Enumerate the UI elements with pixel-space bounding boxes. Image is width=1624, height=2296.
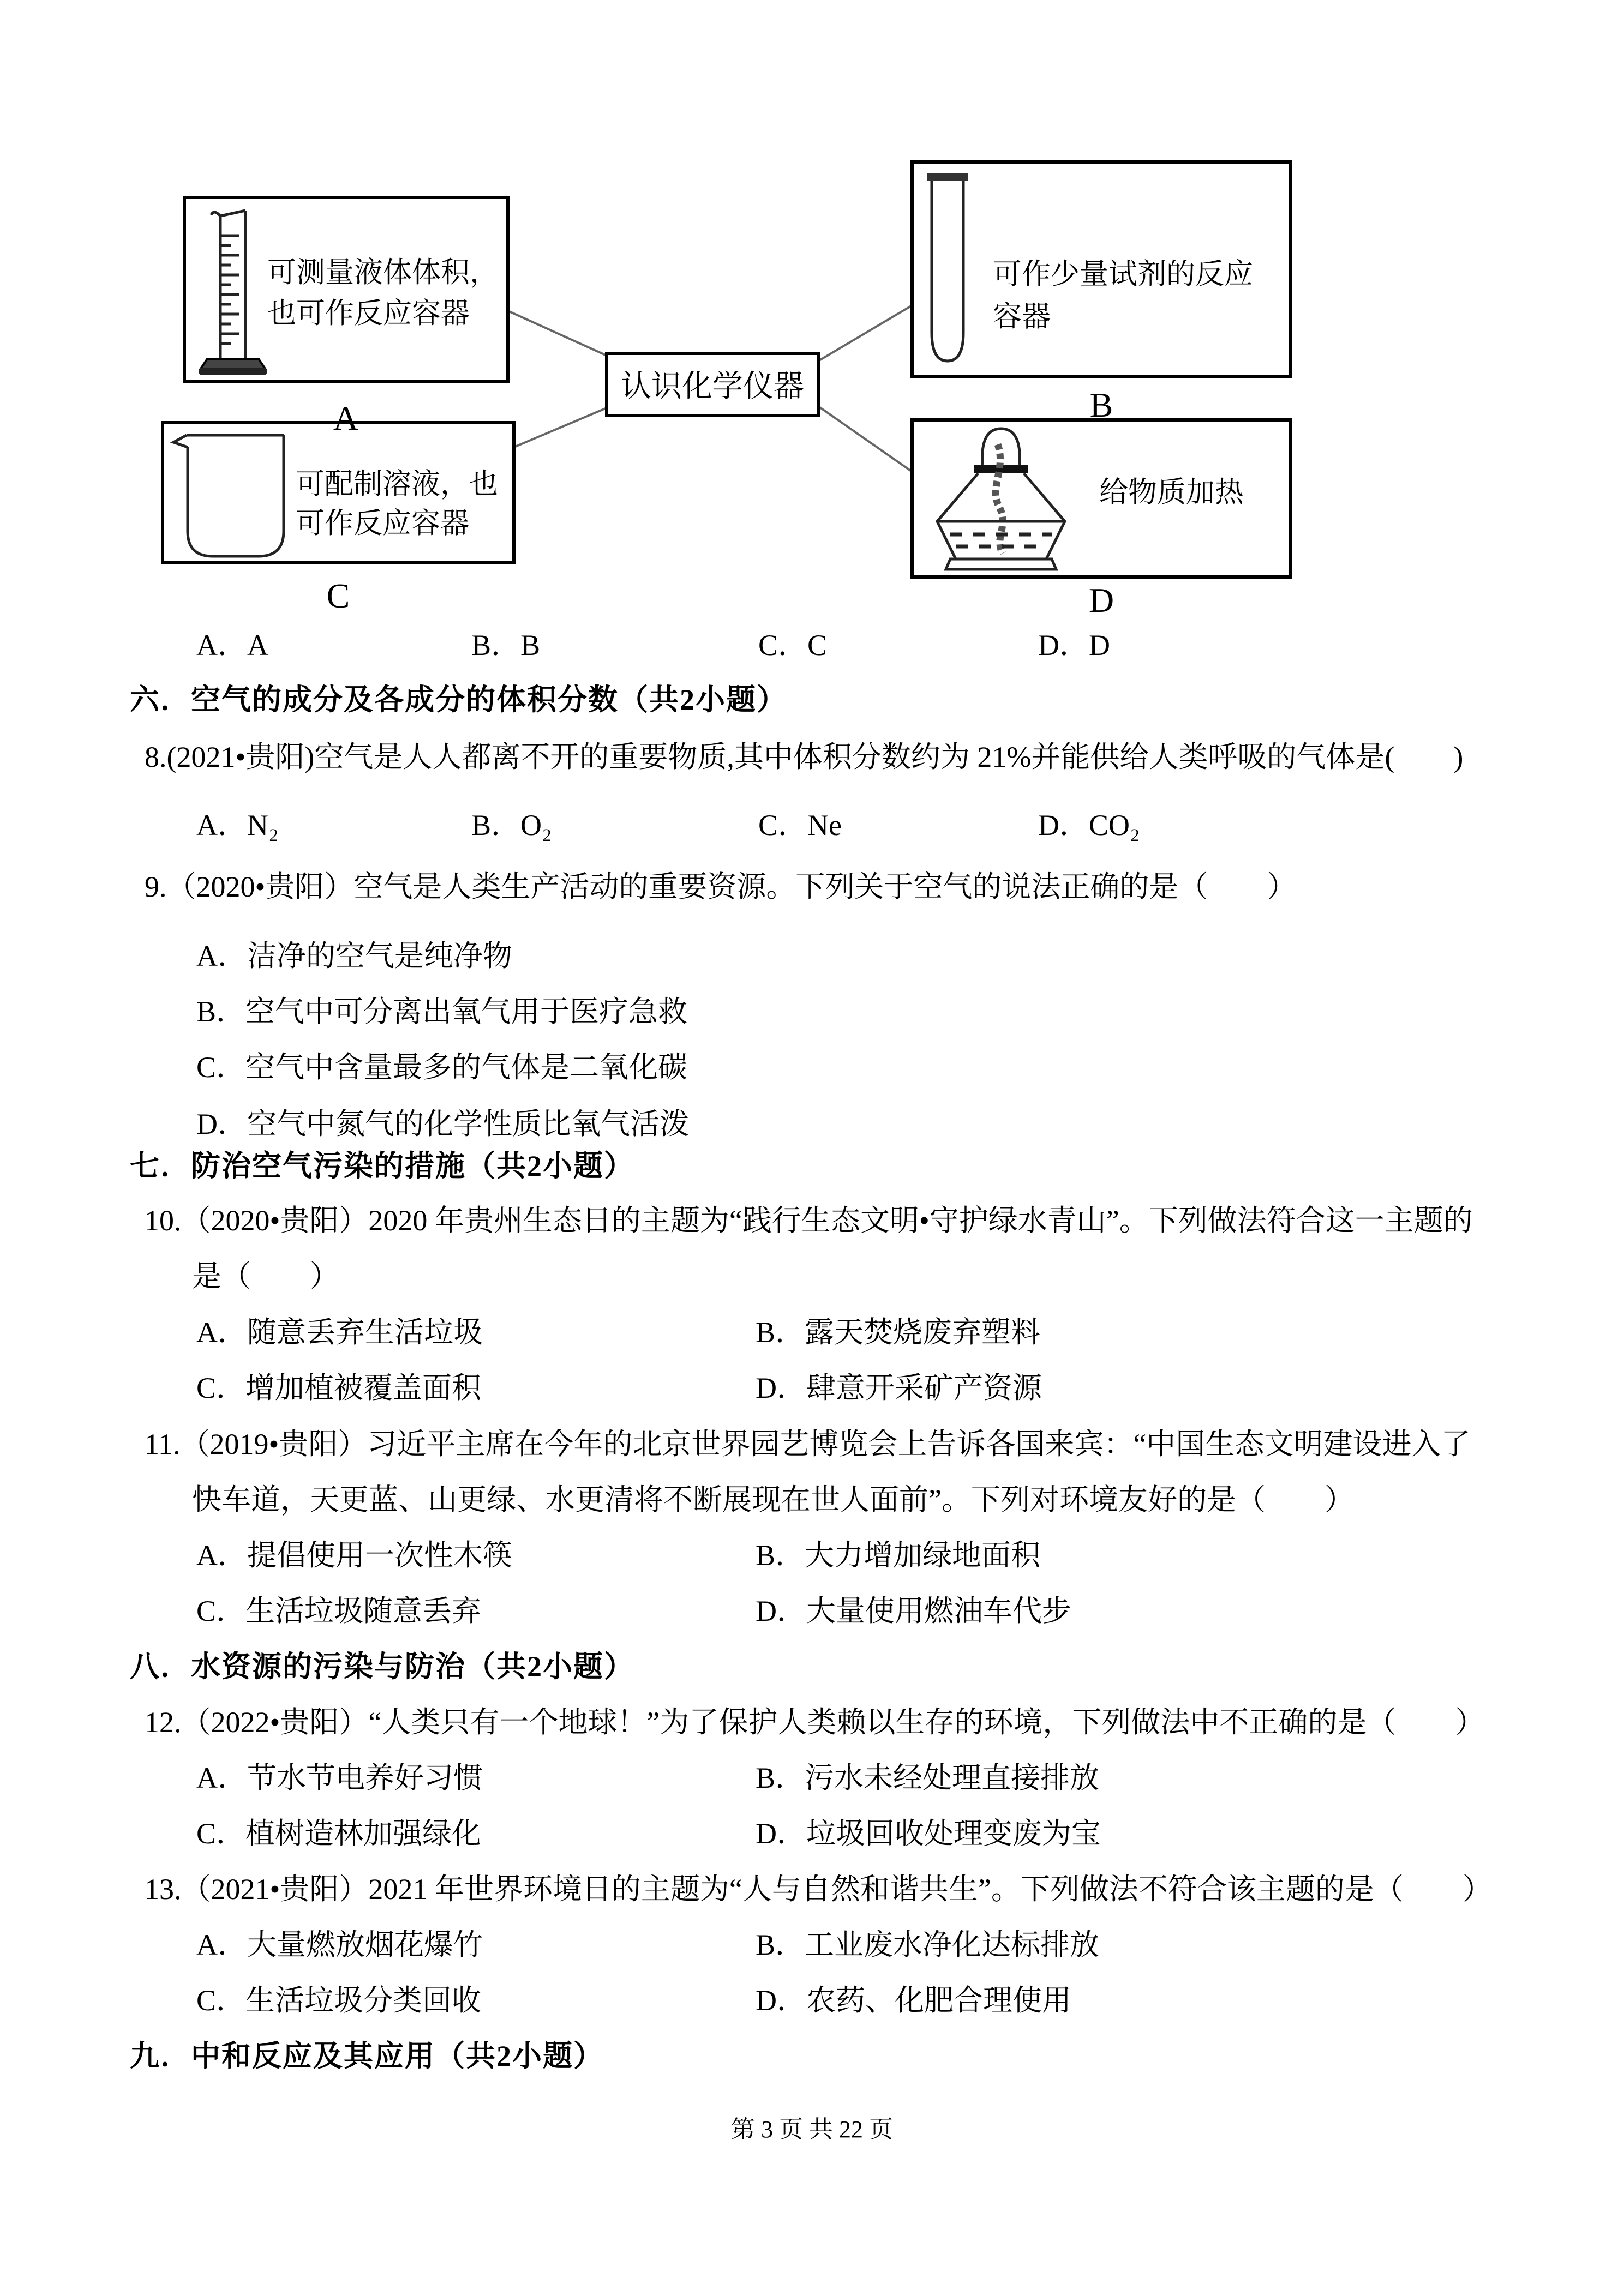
question-8-option-c: C．Ne xyxy=(758,809,842,842)
box-a-caption-line1: 可测量液体体积， xyxy=(267,257,499,288)
question-8-option-b: B．O₂ xyxy=(471,809,552,842)
box-d-caption: 给物质加热 xyxy=(1099,477,1244,508)
q7-option-c: C．C xyxy=(758,629,828,662)
question-12-option-d: D．垃圾回收处理变废为宝 xyxy=(756,1817,1101,1850)
test-tube-icon xyxy=(927,173,968,361)
page-footer: 第 3 页 共 22 页 xyxy=(731,2116,893,2143)
question-11-text-line1: 11.（2019•贵阳）习近平主席在今年的北京世界园艺博览会上告诉各国来宾：“中国生态文明建设进入了 xyxy=(145,1428,1471,1460)
question-8-option-a: A．N₂ xyxy=(196,809,279,842)
q7-option-a: A．A xyxy=(196,629,268,662)
question-12-option-c: C．植树造林加强绿化 xyxy=(196,1817,482,1850)
section-heading-nine: 九．中和反应及其应用（共2小题） xyxy=(130,2040,604,2072)
graduated-cylinder-icon xyxy=(199,211,267,375)
question-9-option-a: A．洁净的空气是纯净物 xyxy=(196,940,512,972)
connector-center-c xyxy=(514,408,607,447)
question-8-option-d: D．CO₂ xyxy=(1038,809,1140,842)
q7-option-d: D．D xyxy=(1038,629,1110,662)
section-heading-six: 六．空气的成分及各成分的体积分数（共2小题） xyxy=(130,683,787,716)
question-9-option-d: D．空气中氮气的化学性质比氧气活泼 xyxy=(196,1108,689,1140)
connector-a-center xyxy=(508,311,607,356)
question-11-option-c: C．生活垃圾随意丢弃 xyxy=(196,1595,482,1627)
box-b-letter: B xyxy=(1089,386,1113,424)
beaker-icon xyxy=(173,435,284,556)
box-d-letter: D xyxy=(1088,581,1114,620)
question-10-text-line1: 10.（2020•贵阳）2020 年贵州生态日的主题为“践行生态文明•守护绿水青山”。下列做法符合这一主题的 xyxy=(145,1204,1473,1237)
alcohol-lamp-icon xyxy=(937,429,1065,569)
question-11-option-b: B．大力增加绿地面积 xyxy=(756,1539,1041,1572)
section-heading-seven: 七．防治空气污染的措施（共2小题） xyxy=(130,1150,634,1182)
center-box-label: 认识化学仪器 xyxy=(621,370,804,404)
connector-center-d xyxy=(818,406,912,472)
question-11-option-a: A．提倡使用一次性木筷 xyxy=(196,1539,512,1572)
question-12-option-b: B．污水未经处理直接排放 xyxy=(756,1762,1100,1794)
box-b-caption-line2: 容器 xyxy=(993,301,1051,333)
box-c-caption-line2: 可作反应容器 xyxy=(296,508,469,539)
connector-center-b xyxy=(818,305,912,361)
question-10-option-b: B．露天焚烧废弃塑料 xyxy=(756,1316,1041,1349)
box-c-letter: C xyxy=(326,576,350,615)
question-13-text: 13.（2021•贵阳）2021 年世界环境日的主题为“人与自然和谐共生”。下列做法不符合该主题的是（ ） xyxy=(145,1873,1492,1906)
question-11-option-d: D．大量使用燃油车代步 xyxy=(756,1595,1071,1627)
box-a-caption-line2: 也可作反应容器 xyxy=(267,298,470,329)
question-12-option-a: A．节水节电养好习惯 xyxy=(196,1762,483,1794)
question-9-option-c: C．空气中含量最多的气体是二氧化碳 xyxy=(196,1051,688,1084)
question-13-option-b: B．工业废水净化达标排放 xyxy=(756,1928,1100,1961)
question-11-text-line2: 快车道，天更蓝、山更绿、水更清将不断展现在世人面前”。下列对环境友好的是（ ） xyxy=(192,1483,1354,1516)
box-b-caption-line1: 可作少量试剂的反应 xyxy=(993,259,1253,290)
box-a-letter: A xyxy=(333,399,359,437)
question-13-option-a: A．大量燃放烟花爆竹 xyxy=(196,1928,483,1961)
box-c-caption-line1: 可配制溶液，也 xyxy=(296,468,498,500)
question-9-text: 9.（2020•贵阳）空气是人类生产活动的重要资源。下列关于空气的说法正确的是（ ） xyxy=(145,870,1297,903)
section-heading-eight: 八．水资源的污染与防治（共2小题） xyxy=(130,1650,634,1683)
box-a xyxy=(184,197,508,382)
chemistry-apparatus-diagram xyxy=(153,153,1309,633)
question-10-option-a: A．随意丢弃生活垃圾 xyxy=(196,1316,483,1349)
question-10-option-d: D．肆意开采矿产资源 xyxy=(756,1372,1042,1404)
question-13-option-c: C．生活垃圾分类回收 xyxy=(196,1984,482,2017)
q7-option-b: B．B xyxy=(471,629,541,662)
question-10-text-line2: 是（ ） xyxy=(192,1260,339,1293)
question-13-option-d: D．农药、化肥合理使用 xyxy=(756,1984,1071,2017)
question-10-option-c: C．增加植被覆盖面积 xyxy=(196,1372,482,1404)
question-9-option-b: B．空气中可分离出氧气用于医疗急救 xyxy=(196,995,688,1028)
question-8-text: 8.(2021•贵阳)空气是人人都离不开的重要物质,其中体积分数约为 21%并能供给人类呼吸的气体是( ) xyxy=(145,741,1464,773)
question-12-text: 12.（2022•贵阳）“人类只有一个地球！”为了保护人类赖以生存的环境，下列做法中不正确的是（ ） xyxy=(145,1706,1485,1739)
